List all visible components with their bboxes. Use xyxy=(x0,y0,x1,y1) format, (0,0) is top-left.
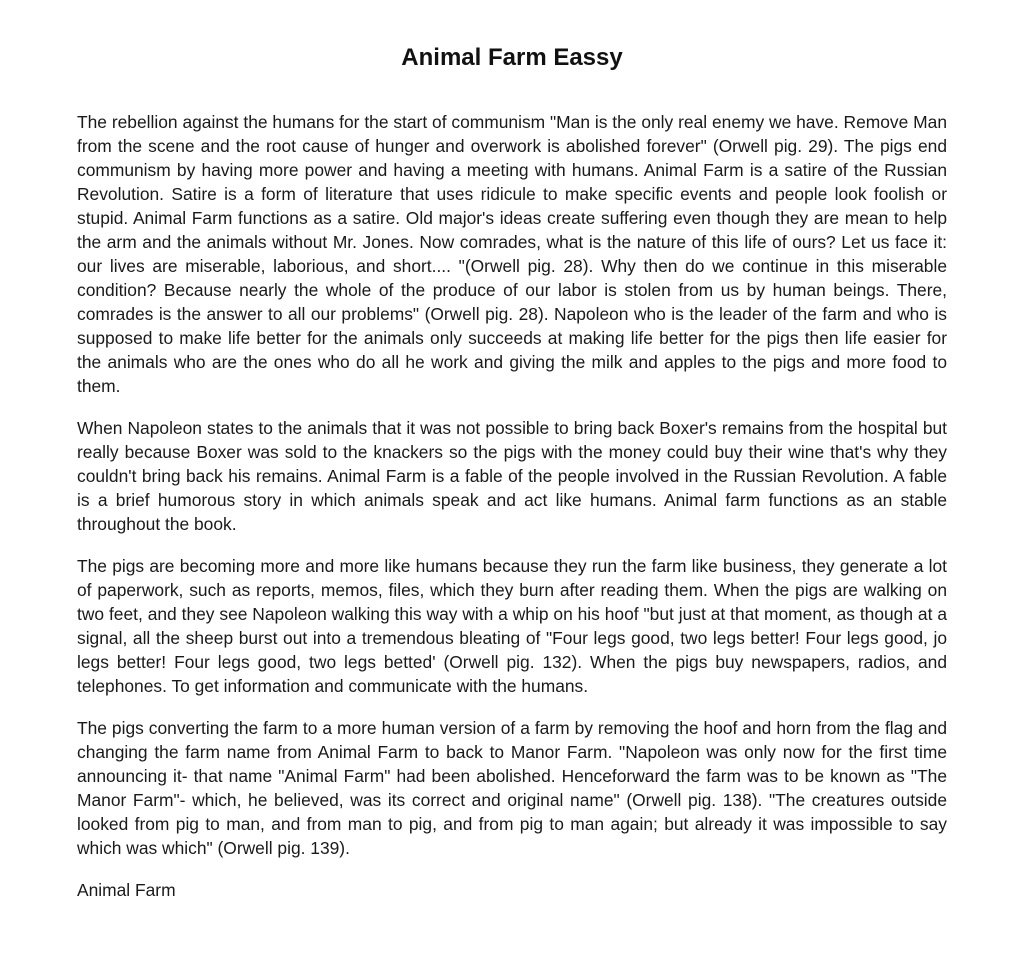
page-title: Animal Farm Eassy xyxy=(401,44,623,71)
essay-paragraph-3: The pigs are becoming more and more like humans because they run the farm like business, they generate a lot of paperwork, such as reports, memos, files, which they burn after reading them. When the pigs are walking on two feet, and they see Napoleon walking this way with a whip on his hoof "but just at that moment, as though at a signal, all the sheep burst out into a tremendous bleating of "Four legs good, two legs better! Four legs good, jo legs better! Four legs good, two legs betted' (Orwell pig. 132). When the pigs buy newspapers, radios, and telephones. To get information and communicate with the humans. xyxy=(77,556,947,696)
essay-paragraph-2: When Napoleon states to the animals that it was not possible to bring back Boxer's remains from the hospital but really because Boxer was sold to the knackers so the pigs with the money could buy their wine that's why they couldn't bring back his remains. Animal Farm is a fable of the people involved in the Russian Revolution. A fable is a brief humorous story in which animals speak and act like humans. Animal farm functions as an stable throughout the book. xyxy=(77,418,947,534)
essay-body xyxy=(77,110,947,902)
essay-paragraph-1: The rebellion against the humans for the start of communism "Man is the only real enemy we have. Remove Man from the scene and the root cause of hunger and overwork is abolished forever" (Orwell pig. 29). The pigs end communism by having more power and having a meeting with humans. Animal Farm is a satire of the Russian Revolution. Satire is a form of literature that uses ridicule to make specific events and people look foolish or stupid. Animal Farm functions as a satire. Old major's ideas create suffering even though they are mean to help the arm and the animals without Mr. Jones. Now comrades, what is the nature of this life of ours? Let us face it: our lives are miserable, laborious, and short.... "(Orwell pig. 28). Why then do we continue in this miserable condition? Because nearly the whole of the produce of our labor is stolen from us by human beings. There, comrades is the answer to all our problems" (Orwell pig. 28). Napoleon who is the leader of the farm and who is supposed to make life better for the animals only succeeds at making life better for the pigs then life easier for the animals who are the ones who do all he work and giving the milk and apples to the pigs and more food to them. xyxy=(77,112,947,396)
footer-label: Animal Farm xyxy=(77,880,176,900)
essay-paragraph-4: The pigs converting the farm to a more human version of a farm by removing the hoof and horn from the flag and changing the farm name from Animal Farm to back to Manor Farm. "Napoleon was only now for the first time announcing it- that name "Animal Farm" had been abolished. Henceforward the farm was to be known as "The Manor Farm"- which, he believed, was its correct and original name" (Orwell pig. 138). "The creatures outside looked from pig to man, and from man to pig, and from pig to man again; but already it was impossible to say which was which" (Orwell pig. 139). xyxy=(77,718,947,858)
